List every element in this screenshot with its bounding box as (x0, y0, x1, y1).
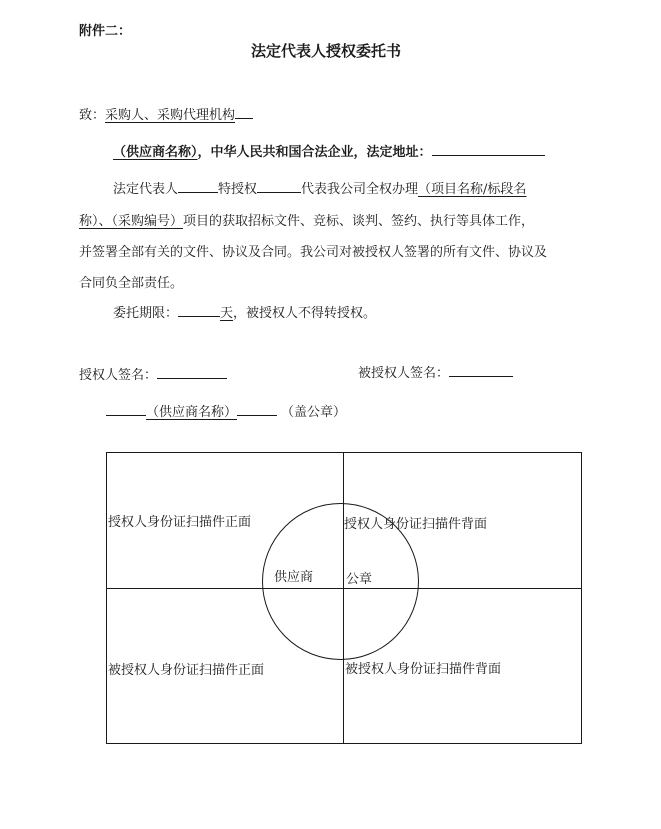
address-blank (432, 142, 545, 156)
legal-rep-label: 法定代表人 (113, 182, 179, 197)
authorizer-signature-blank (157, 365, 227, 379)
grid-top-left-label: 授权人身份证扫描件正面 (108, 515, 252, 530)
authorized-signature (358, 362, 513, 381)
stamp-line (106, 401, 346, 420)
authorized-signature-label: 被授权人签名： (358, 366, 450, 381)
addressee-prefix: 致： (79, 108, 106, 123)
addressee-line (79, 104, 253, 123)
grid-top-right-label: 授权人身份证扫描件背面 (344, 517, 488, 532)
authorized-signature-blank (449, 363, 513, 377)
seal-label: （盖公章） (281, 405, 347, 420)
term-blank (178, 303, 220, 317)
legal-rep-blank (178, 179, 218, 193)
annex-label: 附件二： (79, 24, 132, 39)
term-label: 委托期限： (113, 306, 179, 321)
agent-blank (257, 179, 301, 193)
scope-text: 项目的获取招标文件、竞标、谈判、签约、执行等具体工作， (183, 214, 535, 229)
term-unit: 天 (220, 306, 234, 321)
stamp-supplier-placeholder: （供应商名称） (146, 405, 238, 420)
represent-text: 代表我公司全权办理 (301, 182, 419, 197)
legal-entity-text: ，中华人民共和国合法企业，法定地址： (197, 145, 432, 160)
term-line (113, 302, 376, 321)
term-suffix: ，被授权人不得转授权。 (233, 306, 377, 321)
seal-stamp-text: 公章 (346, 572, 373, 587)
grid-bottom-right-label: 被授权人身份证扫描件背面 (345, 662, 502, 677)
page-title: 法定代表人授权委托书 (251, 42, 402, 60)
grid-bottom-left-label: 被授权人身份证扫描件正面 (108, 663, 265, 678)
authorizer-signature-label: 授权人签名： (79, 368, 158, 383)
supplier-address-line (113, 141, 545, 160)
project-name-placeholder: （项目名称/标段名 (418, 182, 527, 197)
seal-supplier-text: 供应商 (274, 570, 314, 585)
authorizer-signature (79, 364, 227, 383)
addressee-value: 采购人、采购代理机构 (105, 108, 236, 123)
authorization-line-1 (113, 178, 526, 197)
authorization-line-3: 并签署全部有关的文件、协议及合同。我公司对被授权人签署的所有文件、协议及 (79, 245, 548, 260)
procurement-no-placeholder: 称）、（采购编号） (79, 214, 184, 229)
authorization-line-4: 合同负全部责任。 (79, 276, 184, 291)
supplier-name-placeholder: （供应商名称） (113, 145, 198, 160)
authorize-label: 特授权 (218, 182, 258, 197)
authorization-line-2 (79, 210, 534, 229)
